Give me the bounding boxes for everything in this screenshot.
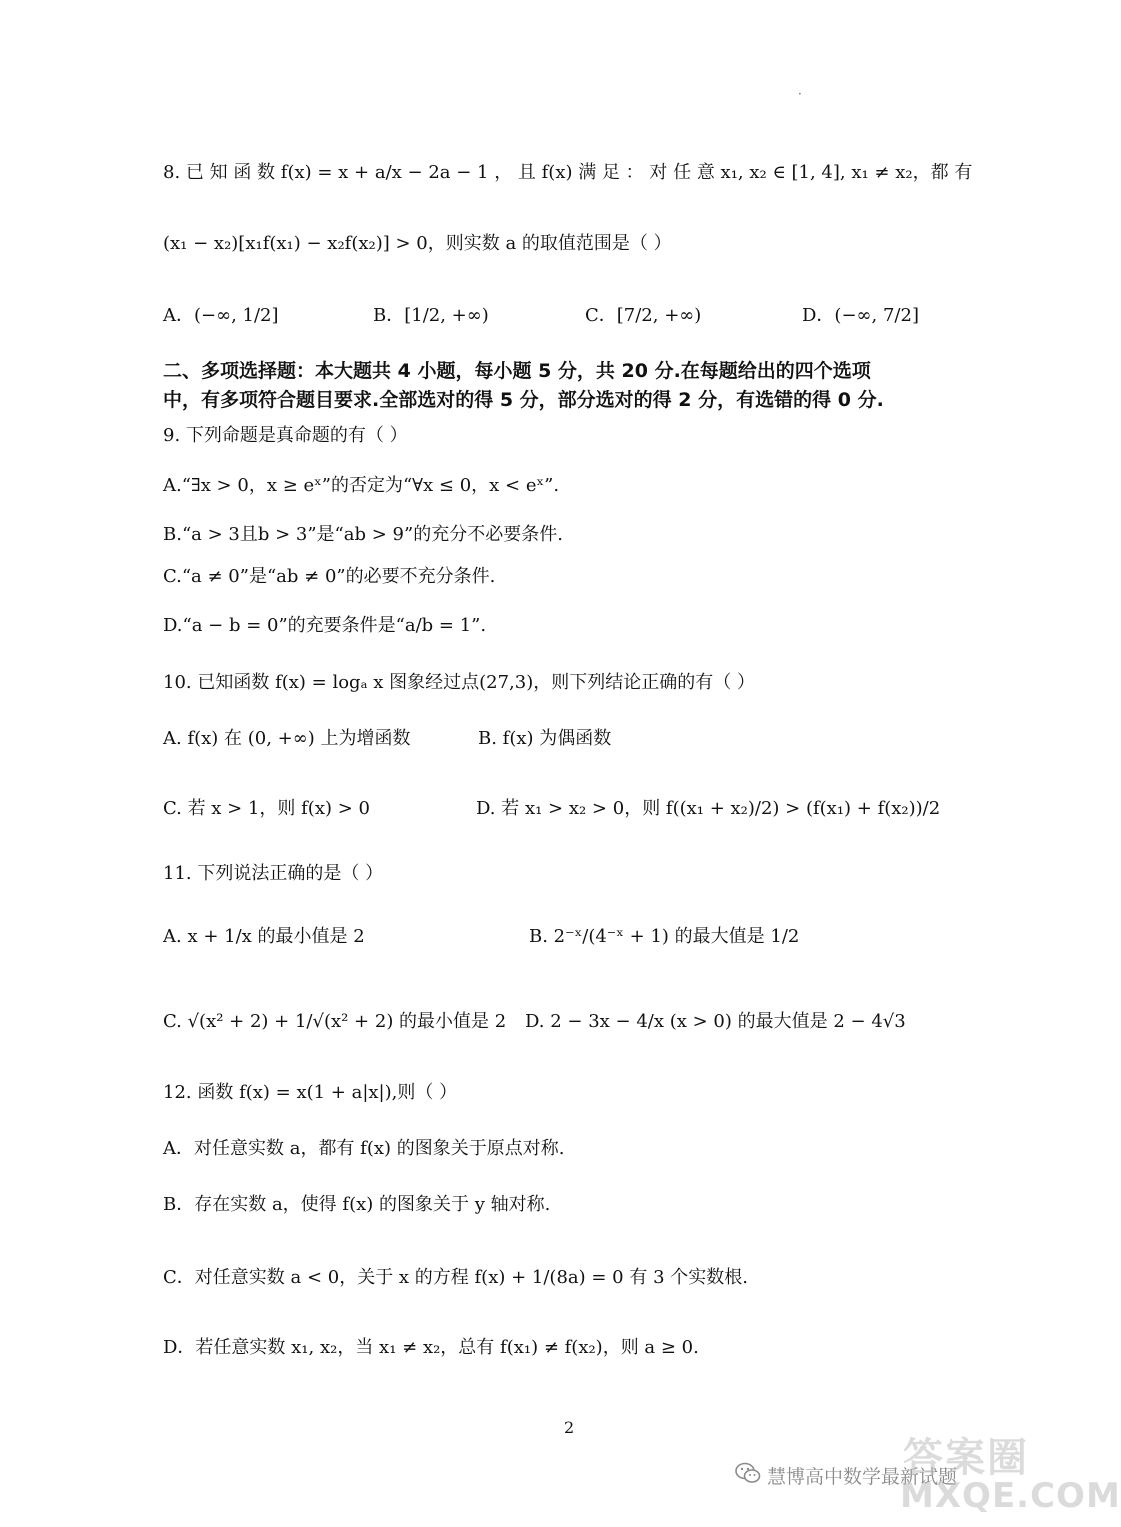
section-heading-line2: 中，有多项符合题目要求.全部选对的得 5 分，部分选对的得 2 分，有选错的得 0 分. [163, 389, 884, 411]
section-heading-line1: 二、多项选择题：本大题共 4 小题，每小题 5 分，共 20 分.在每题给出的四个选项 [163, 360, 871, 382]
watermark-wechat-text: 慧博高中数学最新试题 [767, 1466, 958, 1488]
q9-option-c: C.“a ≠ 0”是“ab ≠ 0”的必要不充分条件. [163, 566, 496, 587]
q8-option-a: A．(−∞, 1/2] [163, 305, 279, 326]
watermark-logo: 答案圈 [903, 1435, 1029, 1481]
watermark [735, 1428, 1121, 1520]
q10-stem: 10. 已知函数 f(x) = logₐ x 图象经过点(27,3)，则下列结论正确的有（ ） [163, 672, 755, 693]
q12-option-b: B．存在实数 a，使得 f(x) 的图象关于 y 轴对称. [163, 1194, 551, 1215]
top-dot: · [798, 87, 802, 101]
q10-option-a: A. f(x) 在 (0, +∞) 上为增函数 [163, 728, 411, 749]
q8-line2: (x₁ − x₂)[x₁f(x₁) − x₂f(x₂)] > 0，则实数 a 的取值范围是（ ） [163, 233, 672, 254]
q10-option-d: D. 若 x₁ > x₂ > 0，则 f((x₁ + x₂)/2) > (f(x₁) + f(x₂))/2 [476, 798, 941, 819]
q11-option-a: A. x + 1/x 的最小值是 2 [163, 926, 365, 947]
q11-option-c: C. √(x² + 2) + 1/√(x² + 2) 的最小值是 2 [163, 1011, 507, 1032]
q11-option-b: B. 2⁻ˣ/(4⁻ˣ + 1) 的最大值是 1/2 [529, 926, 800, 947]
page-number: 2 [564, 1418, 575, 1437]
q9-option-b: B.“a > 3且b > 3”是“ab > 9”的充分不必要条件. [163, 524, 563, 545]
q11-option-d: D. 2 − 3x − 4/x (x > 0) 的最大值是 2 − 4√3 [525, 1011, 906, 1032]
q9-stem: 9. 下列命题是真命题的有（ ） [163, 425, 408, 446]
q12-option-d: D．若任意实数 x₁, x₂，当 x₁ ≠ x₂，总有 f(x₁) ≠ f(x₂)，则 a ≥ 0. [163, 1337, 699, 1358]
q12-option-a: A．对任意实数 a，都有 f(x) 的图象关于原点对称. [163, 1138, 565, 1159]
q12-option-c: C．对任意实数 a < 0，关于 x 的方程 f(x) + 1/(8a) = 0 有 3 个实数根. [163, 1267, 748, 1288]
q9-option-a: A.“∃x > 0，x ≥ eˣ”的否定为“∀x ≤ 0，x < eˣ”. [163, 475, 560, 496]
q8-line1: 8. 已 知 函 数 f(x) = x + a/x − 2a − 1 ， 且 f(x) 满 足 ： 对 任 意 x₁, x₂ ∈ [1, 4], x₁ ≠ x₂，都 有 [163, 162, 973, 183]
q8-option-b: B．[1/2, +∞) [373, 305, 489, 326]
q9-option-d: D.“a − b = 0”的充要条件是“a/b = 1”. [163, 615, 487, 636]
q10-option-b: B. f(x) 为偶函数 [478, 728, 612, 749]
q8-option-d: D．(−∞, 7/2] [802, 305, 919, 326]
q10-option-c: C. 若 x > 1，则 f(x) > 0 [163, 798, 370, 819]
wechat-icon [735, 1462, 761, 1484]
watermark-site: MXQE.COM [900, 1476, 1121, 1516]
q12-stem: 12. 函数 f(x) = x(1 + a|x|),则（ ） [163, 1082, 458, 1103]
q8-option-c: C．[7/2, +∞) [585, 305, 702, 326]
q11-stem: 11. 下列说法正确的是（ ） [163, 863, 384, 884]
